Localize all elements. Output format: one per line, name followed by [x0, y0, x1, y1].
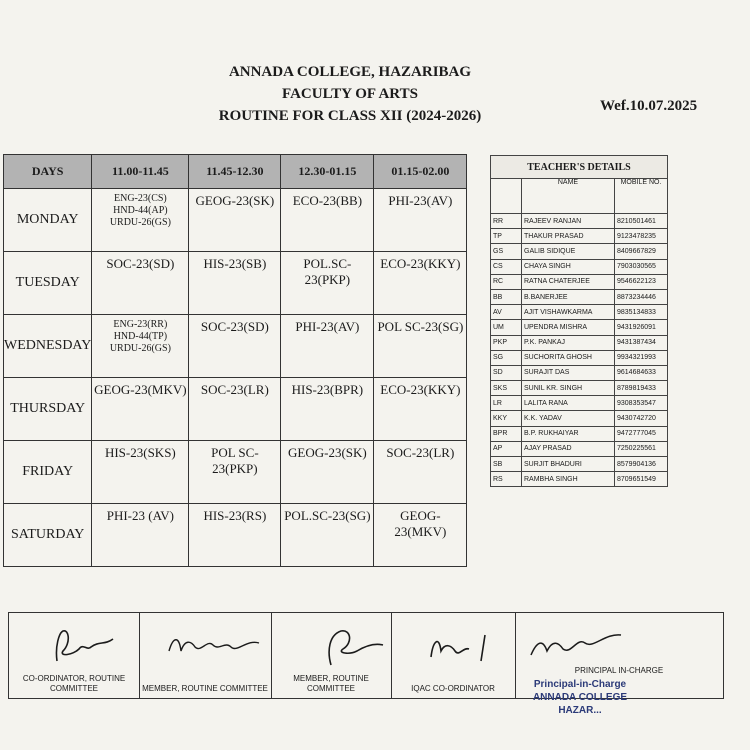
- signature-image: [159, 621, 269, 669]
- subject-entry: POL SC-23(PKP): [211, 445, 259, 476]
- teacher-mobile: 8709651549: [615, 472, 668, 487]
- class-slot-cell: [189, 189, 281, 252]
- teacher-name: SURAJIT DAS: [522, 365, 615, 380]
- teacher-row: [491, 457, 668, 472]
- signature-cell: [9, 613, 140, 698]
- col-header-days: DAYS: [4, 155, 92, 189]
- col-header-slot-2: 11.45-12.30: [189, 155, 281, 189]
- routine-title: ROUTINE FOR CLASS XII (2024-2026): [218, 108, 482, 124]
- subject-entry: ECO-23(BB): [292, 193, 363, 208]
- subject-entry: GEOG-23(SK): [195, 193, 275, 208]
- teacher-name: P.K. PANKAJ: [522, 335, 615, 350]
- class-slot-cell: [281, 378, 374, 441]
- teacher-mobile: 9308353547: [615, 396, 668, 411]
- teacher-name: RAMBHA SINGH: [522, 472, 615, 487]
- teacher-code: BPR: [491, 426, 522, 441]
- teacher-mobile: 9934321993: [615, 350, 668, 365]
- teacher-code: AV: [491, 305, 522, 320]
- teacher-row: [491, 214, 668, 229]
- class-slot-cell: [374, 252, 467, 315]
- teacher-code: CS: [491, 259, 522, 274]
- subject-entry: SOC-23(LR): [200, 382, 269, 397]
- teacher-name: GALIB SIDIQUE: [522, 244, 615, 259]
- class-slot-cell: [92, 252, 189, 315]
- teacher-code: RS: [491, 472, 522, 487]
- day-cell: MONDAY: [4, 189, 92, 252]
- routine-header-row: [4, 155, 467, 189]
- teacher-mobile: 9430742720: [615, 411, 668, 426]
- teacher-mobile: 9546622123: [615, 274, 668, 289]
- teacher-code: KKY: [491, 411, 522, 426]
- class-slot-cell: [92, 378, 189, 441]
- signature-label: PRINCIPAL IN-CHARGE: [574, 666, 664, 675]
- teacher-mobile: 9835134833: [615, 305, 668, 320]
- subject-entry: HND-44(AP): [113, 205, 168, 216]
- signature-label: IQAC CO-ORDINATOR: [411, 684, 495, 693]
- teacher-name: K.K. YADAV: [522, 411, 615, 426]
- teacher-mobile: 7903030565: [615, 259, 668, 274]
- col-header-slot-4: 01.15-02.00: [374, 155, 467, 189]
- subject-entry: HIS-23(SKS): [104, 445, 176, 460]
- teacher-row: [491, 305, 668, 320]
- class-slot-cell: [374, 504, 467, 567]
- teacher-code: SD: [491, 365, 522, 380]
- teacher-mobile: 8579904136: [615, 457, 668, 472]
- signature-image: [29, 621, 139, 669]
- signature-label: CO-ORDINATOR, ROUTINE COMMITTEE: [22, 674, 126, 693]
- teacher-name: THAKUR PRASAD: [522, 229, 615, 244]
- teacher-row: [491, 274, 668, 289]
- routine-row: [4, 252, 467, 315]
- class-slot-cell: [374, 441, 467, 504]
- teacher-row: [491, 441, 668, 456]
- signature-image: [525, 621, 635, 669]
- teacher-code: TP: [491, 229, 522, 244]
- teacher-col-name: NAME: [522, 179, 615, 214]
- subject-entry: PHI-23(AV): [388, 193, 453, 208]
- teacher-name: SURJIT BHADURI: [522, 457, 615, 472]
- teacher-table: [490, 155, 668, 487]
- teacher-name: CHAYA SINGH: [522, 259, 615, 274]
- subject-entry: HIS-23(BPR): [291, 382, 364, 397]
- col-header-slot-1: 11.00-11.45: [92, 155, 189, 189]
- subject-entry: ECO-23(KKY): [380, 382, 461, 397]
- class-slot-cell: [92, 441, 189, 504]
- subject-entry: SOC-23(LR): [386, 445, 455, 460]
- principal-stamp: [520, 678, 640, 717]
- routine-row: [4, 378, 467, 441]
- subject-entry: SOC-23(SD): [200, 319, 269, 334]
- teacher-row: [491, 244, 668, 259]
- teacher-code: LR: [491, 396, 522, 411]
- teacher-row: [491, 396, 668, 411]
- subject-entry: PHI-23 (AV): [106, 508, 175, 523]
- class-slot-cell: [92, 315, 189, 378]
- day-cell: FRIDAY: [4, 441, 92, 504]
- teacher-row: [491, 320, 668, 335]
- class-slot-cell: [374, 378, 467, 441]
- teacher-code: SG: [491, 350, 522, 365]
- teacher-row: [491, 365, 668, 380]
- subject-entry: POL.SC-23(SG): [284, 508, 371, 523]
- teacher-mobile: 9614684633: [615, 365, 668, 380]
- teacher-row: [491, 229, 668, 244]
- faculty-name: FACULTY OF ARTS: [282, 86, 418, 102]
- class-slot-cell: [281, 189, 374, 252]
- teacher-col-mobile: MOBILE NO.: [615, 179, 668, 214]
- signature-label: MEMBER, ROUTINE COMMITTEE: [293, 674, 369, 693]
- teacher-mobile: 9123478235: [615, 229, 668, 244]
- teacher-mobile: 8409667829: [615, 244, 668, 259]
- day-cell: SATURDAY: [4, 504, 92, 567]
- signature-cell: [391, 613, 516, 698]
- signature-image: [411, 621, 521, 669]
- subject-entry: URDU-26(GS): [109, 217, 171, 228]
- teacher-code: SB: [491, 457, 522, 472]
- subject-entry: URDU-26(GS): [109, 343, 171, 354]
- subject-entry: POL SC-23(SG): [377, 319, 464, 334]
- teacher-col-code: [491, 179, 522, 214]
- class-slot-cell: [92, 504, 189, 567]
- class-slot-cell: [189, 315, 281, 378]
- class-slot-cell: [92, 189, 189, 252]
- teacher-mobile: 9472777045: [615, 426, 668, 441]
- subject-entry: HIS-23(SB): [203, 256, 267, 271]
- teacher-code: AP: [491, 441, 522, 456]
- teacher-name: SUCHORITA GHOSH: [522, 350, 615, 365]
- routine-row: [4, 504, 467, 567]
- teacher-name: AJIT VISHAWKARMA: [522, 305, 615, 320]
- teacher-code: SKS: [491, 381, 522, 396]
- teacher-row: [491, 259, 668, 274]
- stamp-line-3: HAZAR...: [558, 705, 602, 716]
- class-slot-cell: [189, 441, 281, 504]
- teacher-mobile: 8210501461: [615, 214, 668, 229]
- teacher-table-title: TEACHER'S DETAILS: [491, 156, 668, 179]
- teacher-mobile: 9431387434: [615, 335, 668, 350]
- subject-entry: ECO-23(KKY): [380, 256, 461, 271]
- stamp-line-1: Principal-in-Charge: [533, 679, 627, 690]
- teacher-row: [491, 426, 668, 441]
- class-slot-cell: [281, 252, 374, 315]
- routine-table: [3, 154, 467, 567]
- stamp-line-2: ANNADA COLLEGE: [532, 692, 628, 703]
- subject-entry: GEOG-23(MKV): [394, 508, 447, 539]
- routine-row: [4, 441, 467, 504]
- teacher-mobile: 7250225561: [615, 441, 668, 456]
- signature-label: MEMBER, ROUTINE COMMITTEE: [142, 684, 268, 693]
- subject-entry: ENG-23(RR): [113, 319, 168, 330]
- teacher-code: BB: [491, 289, 522, 304]
- signature-cell: [139, 613, 272, 698]
- teacher-code: RR: [491, 214, 522, 229]
- subject-entry: SOC-23(SD): [106, 256, 175, 271]
- class-slot-cell: [374, 189, 467, 252]
- subject-entry: PHI-23(AV): [295, 319, 360, 334]
- routine-row: [4, 189, 467, 252]
- routine-row: [4, 315, 467, 378]
- day-cell: WEDNESDAY: [4, 315, 92, 378]
- class-slot-cell: [189, 504, 281, 567]
- teacher-name: RAJEEV RANJAN: [522, 214, 615, 229]
- class-slot-cell: [189, 252, 281, 315]
- college-name: ANNADA COLLEGE, HAZARIBAG: [228, 64, 472, 80]
- subject-entry: GEOG-23(MKV): [94, 382, 187, 397]
- day-cell: THURSDAY: [4, 378, 92, 441]
- teacher-mobile: 8873234446: [615, 289, 668, 304]
- subject-entry: HND-44(TP): [113, 331, 168, 342]
- teacher-row: [491, 350, 668, 365]
- teacher-code: GS: [491, 244, 522, 259]
- teacher-row: [491, 335, 668, 350]
- teacher-mobile: 9431926091: [615, 320, 668, 335]
- teacher-name: RATNA CHATERJEE: [522, 274, 615, 289]
- teacher-name: B.BANERJEE: [522, 289, 615, 304]
- teacher-name: SUNIL KR. SINGH: [522, 381, 615, 396]
- teacher-name: LALITA RANA: [522, 396, 615, 411]
- teacher-row: [491, 289, 668, 304]
- teacher-code: UM: [491, 320, 522, 335]
- teacher-mobile: 8789819433: [615, 381, 668, 396]
- teacher-row: [491, 411, 668, 426]
- teacher-name: B.P. RUKHAIYAR: [522, 426, 615, 441]
- teacher-code: RC: [491, 274, 522, 289]
- teacher-name: AJAY PRASAD: [522, 441, 615, 456]
- class-slot-cell: [281, 504, 374, 567]
- subject-entry: POL.SC-23(PKP): [303, 256, 352, 287]
- class-slot-cell: [281, 441, 374, 504]
- class-slot-cell: [374, 315, 467, 378]
- subject-entry: GEOG-23(SK): [288, 445, 367, 460]
- teacher-row: [491, 381, 668, 396]
- signature-image: [291, 621, 401, 669]
- signature-cell: [271, 613, 392, 698]
- col-header-slot-3: 12.30-01.15: [281, 155, 374, 189]
- subject-entry: HIS-23(RS): [203, 508, 267, 523]
- teacher-row: [491, 472, 668, 487]
- effective-date: Wef.10.07.2025: [600, 98, 698, 114]
- teacher-code: PKP: [491, 335, 522, 350]
- class-slot-cell: [281, 315, 374, 378]
- subject-entry: ENG-23(CS): [113, 193, 167, 204]
- teacher-name: UPENDRA MISHRA: [522, 320, 615, 335]
- day-cell: TUESDAY: [4, 252, 92, 315]
- class-slot-cell: [189, 378, 281, 441]
